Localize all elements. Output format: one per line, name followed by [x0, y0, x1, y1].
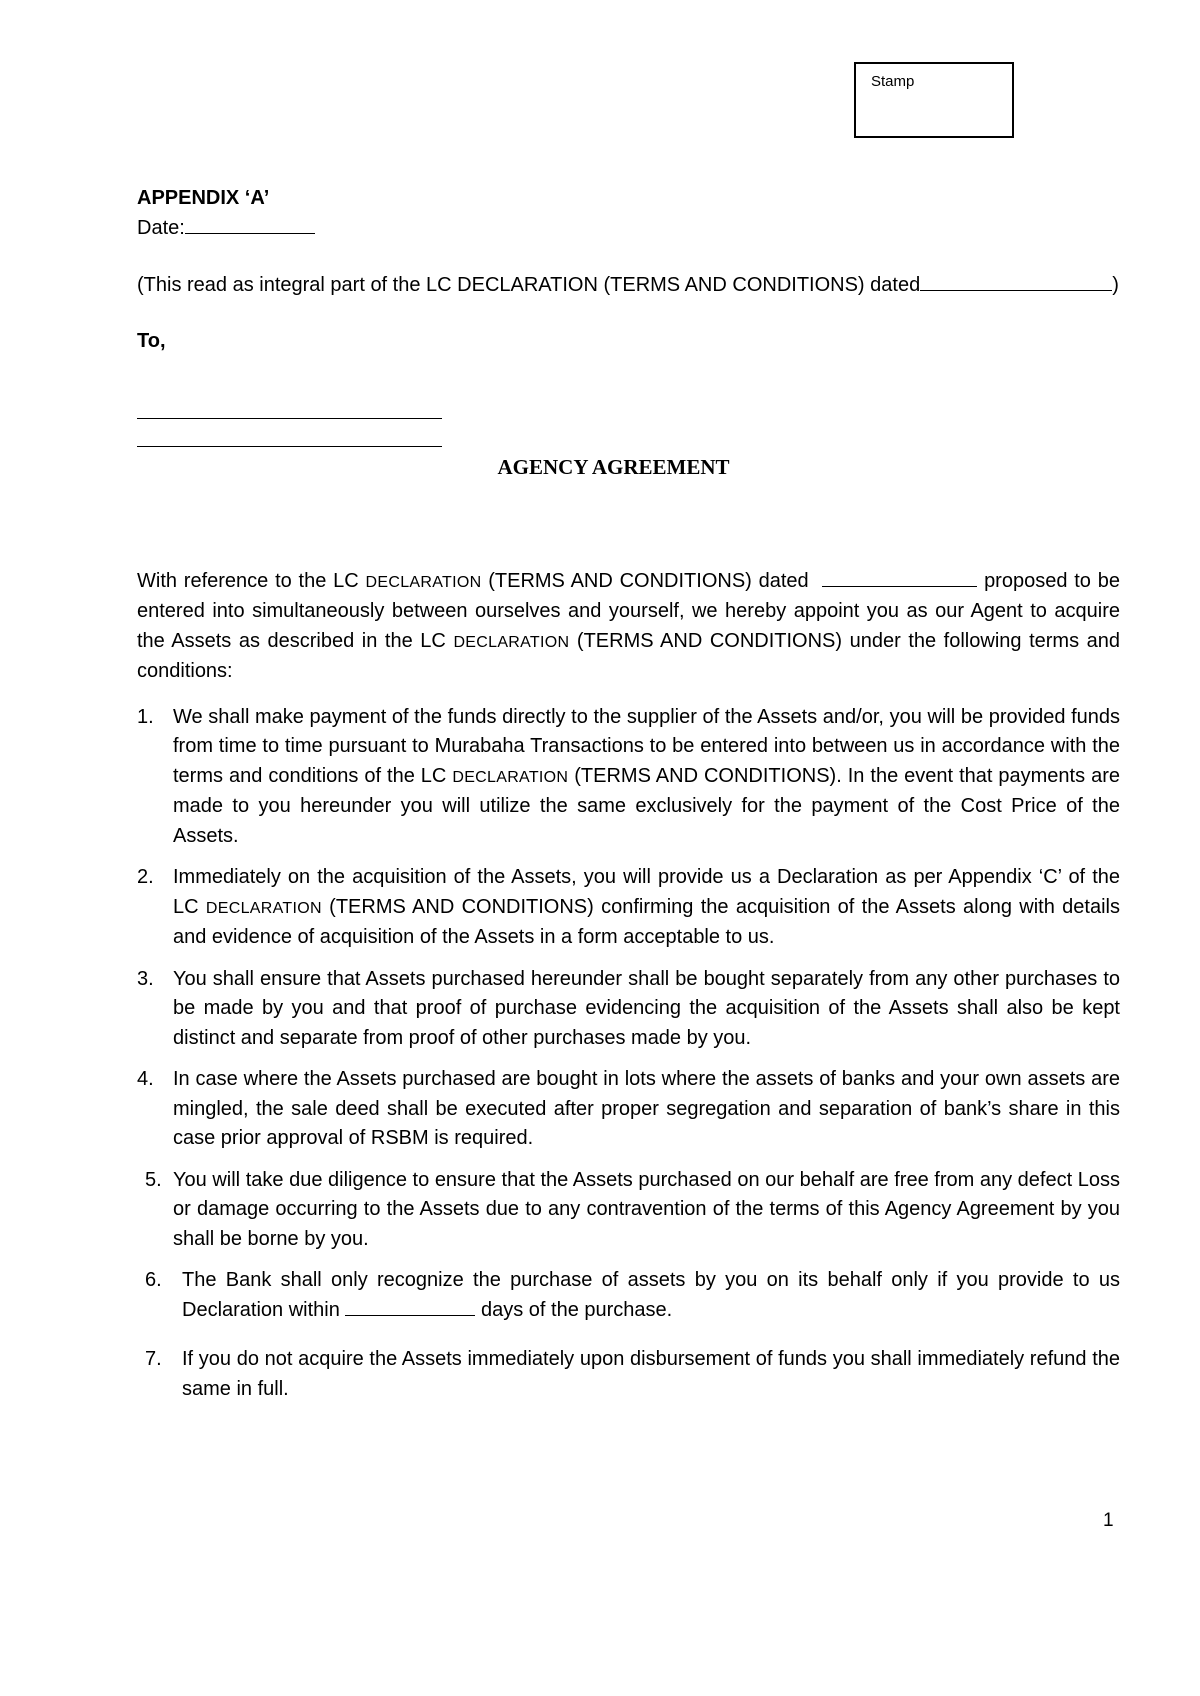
item-1-text-a: We shall make payment of the funds directly to the supplier of the Assets and/or, you will be provided funds from time to time pursuant to Murabaha Transactions to be entered into between us in accordance with the terms and conditions of the LC: [173, 705, 1120, 787]
date-blank: [185, 215, 315, 234]
list-item: [137, 863, 1120, 953]
reference-paragraph: [137, 271, 1120, 301]
reference-close: ): [1112, 274, 1119, 296]
date-label: Date:: [137, 216, 185, 239]
list-item: [137, 1345, 1120, 1404]
reference-text: (This read as integral part of the LC DECLARATION (TERMS AND CONDITIONS) dated: [137, 274, 921, 296]
item-2-text-b: (TERMS AND CONDITIONS) confirming the acquisition of the Assets along with details and evidence of acquisition of the Assets in a form acceptable to us.: [173, 895, 1120, 948]
list-item: [137, 703, 1120, 852]
item-2-declaration: DECLARATION: [205, 899, 322, 917]
terms-list: [137, 703, 1120, 1405]
list-item-number: 5.: [145, 1168, 162, 1191]
list-item-text: You will take due diligence to ensure that the Assets purchased on our behalf are free from any defect Loss or damage occurring to the Assets due to any contravention of the terms of this Agency Agreement by you shall be borne by you.: [173, 1168, 1120, 1250]
list-item-text: In case where the Assets purchased are bought in lots where the assets of banks and your own assets are mingled, the sale deed shall be executed after proper segregation and separation of bank’s share in this case prior approval of RSBM is required.: [173, 1068, 1120, 1149]
to-label: To,: [137, 329, 166, 352]
list-item-text: If you do not acquire the Assets immediately upon disbursement of funds you shall immediately refund the same in full.: [182, 1348, 1120, 1400]
item-6-text-b: days of the purchase.: [480, 1298, 673, 1321]
stamp-label: Stamp: [871, 73, 915, 90]
reference-date-blank: [920, 272, 1112, 291]
list-item-text: [173, 863, 1120, 953]
agreement-title: AGENCY AGREEMENT: [497, 455, 730, 479]
item-2-text-a: Immediately on the acquisition of the Assets, you will provide us a Declaration as per Appendix ‘C’ of the LC: [173, 866, 1120, 918]
list-item-number: 2.: [137, 866, 154, 888]
intro-declaration-1: DECLARATION: [365, 573, 482, 591]
intro-paragraph: [137, 567, 1120, 687]
list-item-text: [173, 703, 1120, 852]
intro-text-1: With reference to the LC: [137, 569, 359, 592]
stamp-box: [854, 62, 1014, 138]
intro-text-2: (TERMS AND CONDITIONS) dated: [488, 569, 809, 592]
list-item-text: [182, 1266, 1120, 1325]
list-item: [137, 965, 1120, 1054]
days-blank: [345, 1297, 475, 1316]
item-1-declaration: DECLARATION: [452, 768, 569, 786]
date-line: [137, 214, 1120, 244]
list-item: [137, 1266, 1120, 1325]
item-6-text-a: The Bank shall only recognize the purchase of assets by you on its behalf only if you provide to us Declaration within: [182, 1269, 1120, 1321]
appendix-heading: APPENDIX ‘A’: [137, 187, 270, 209]
list-item-number: 4.: [137, 1068, 154, 1090]
list-item-text: You shall ensure that Assets purchased hereunder shall be bought separately from any other purchases to be made by you and that proof of purchase evidencing the acquisition of the Assets shall also be kept distinct and separate from proof of other purchases made by you.: [173, 967, 1120, 1049]
list-item: [137, 1065, 1120, 1154]
intro-date-blank: [822, 568, 977, 587]
intro-text-4: (TERMS AND CONDITIONS) under the following terms and conditions:: [137, 629, 1120, 682]
list-item-number: 6.: [145, 1269, 162, 1291]
document-body: [137, 184, 1120, 1416]
list-item-number: 3.: [137, 967, 154, 990]
list-item: [137, 1166, 1120, 1255]
item-1-text-b: (TERMS AND CONDITIONS). In the event that payments are made to you hereunder you will utilize the same exclusively for the payment of the Cost Price of the Assets.: [173, 764, 1120, 847]
intro-declaration-2: DECLARATION: [453, 633, 570, 651]
list-item-number: 7.: [145, 1348, 162, 1370]
address-line-1: [137, 418, 442, 419]
list-item-number: 1.: [137, 705, 154, 728]
page-number: 1: [1103, 1510, 1114, 1531]
intro-text-3: proposed to be entered into simultaneously between ourselves and yourself, we hereby appoint you as our Agent to acquire the Assets as described in the LC: [137, 569, 1120, 652]
address-line-2: [137, 446, 442, 447]
